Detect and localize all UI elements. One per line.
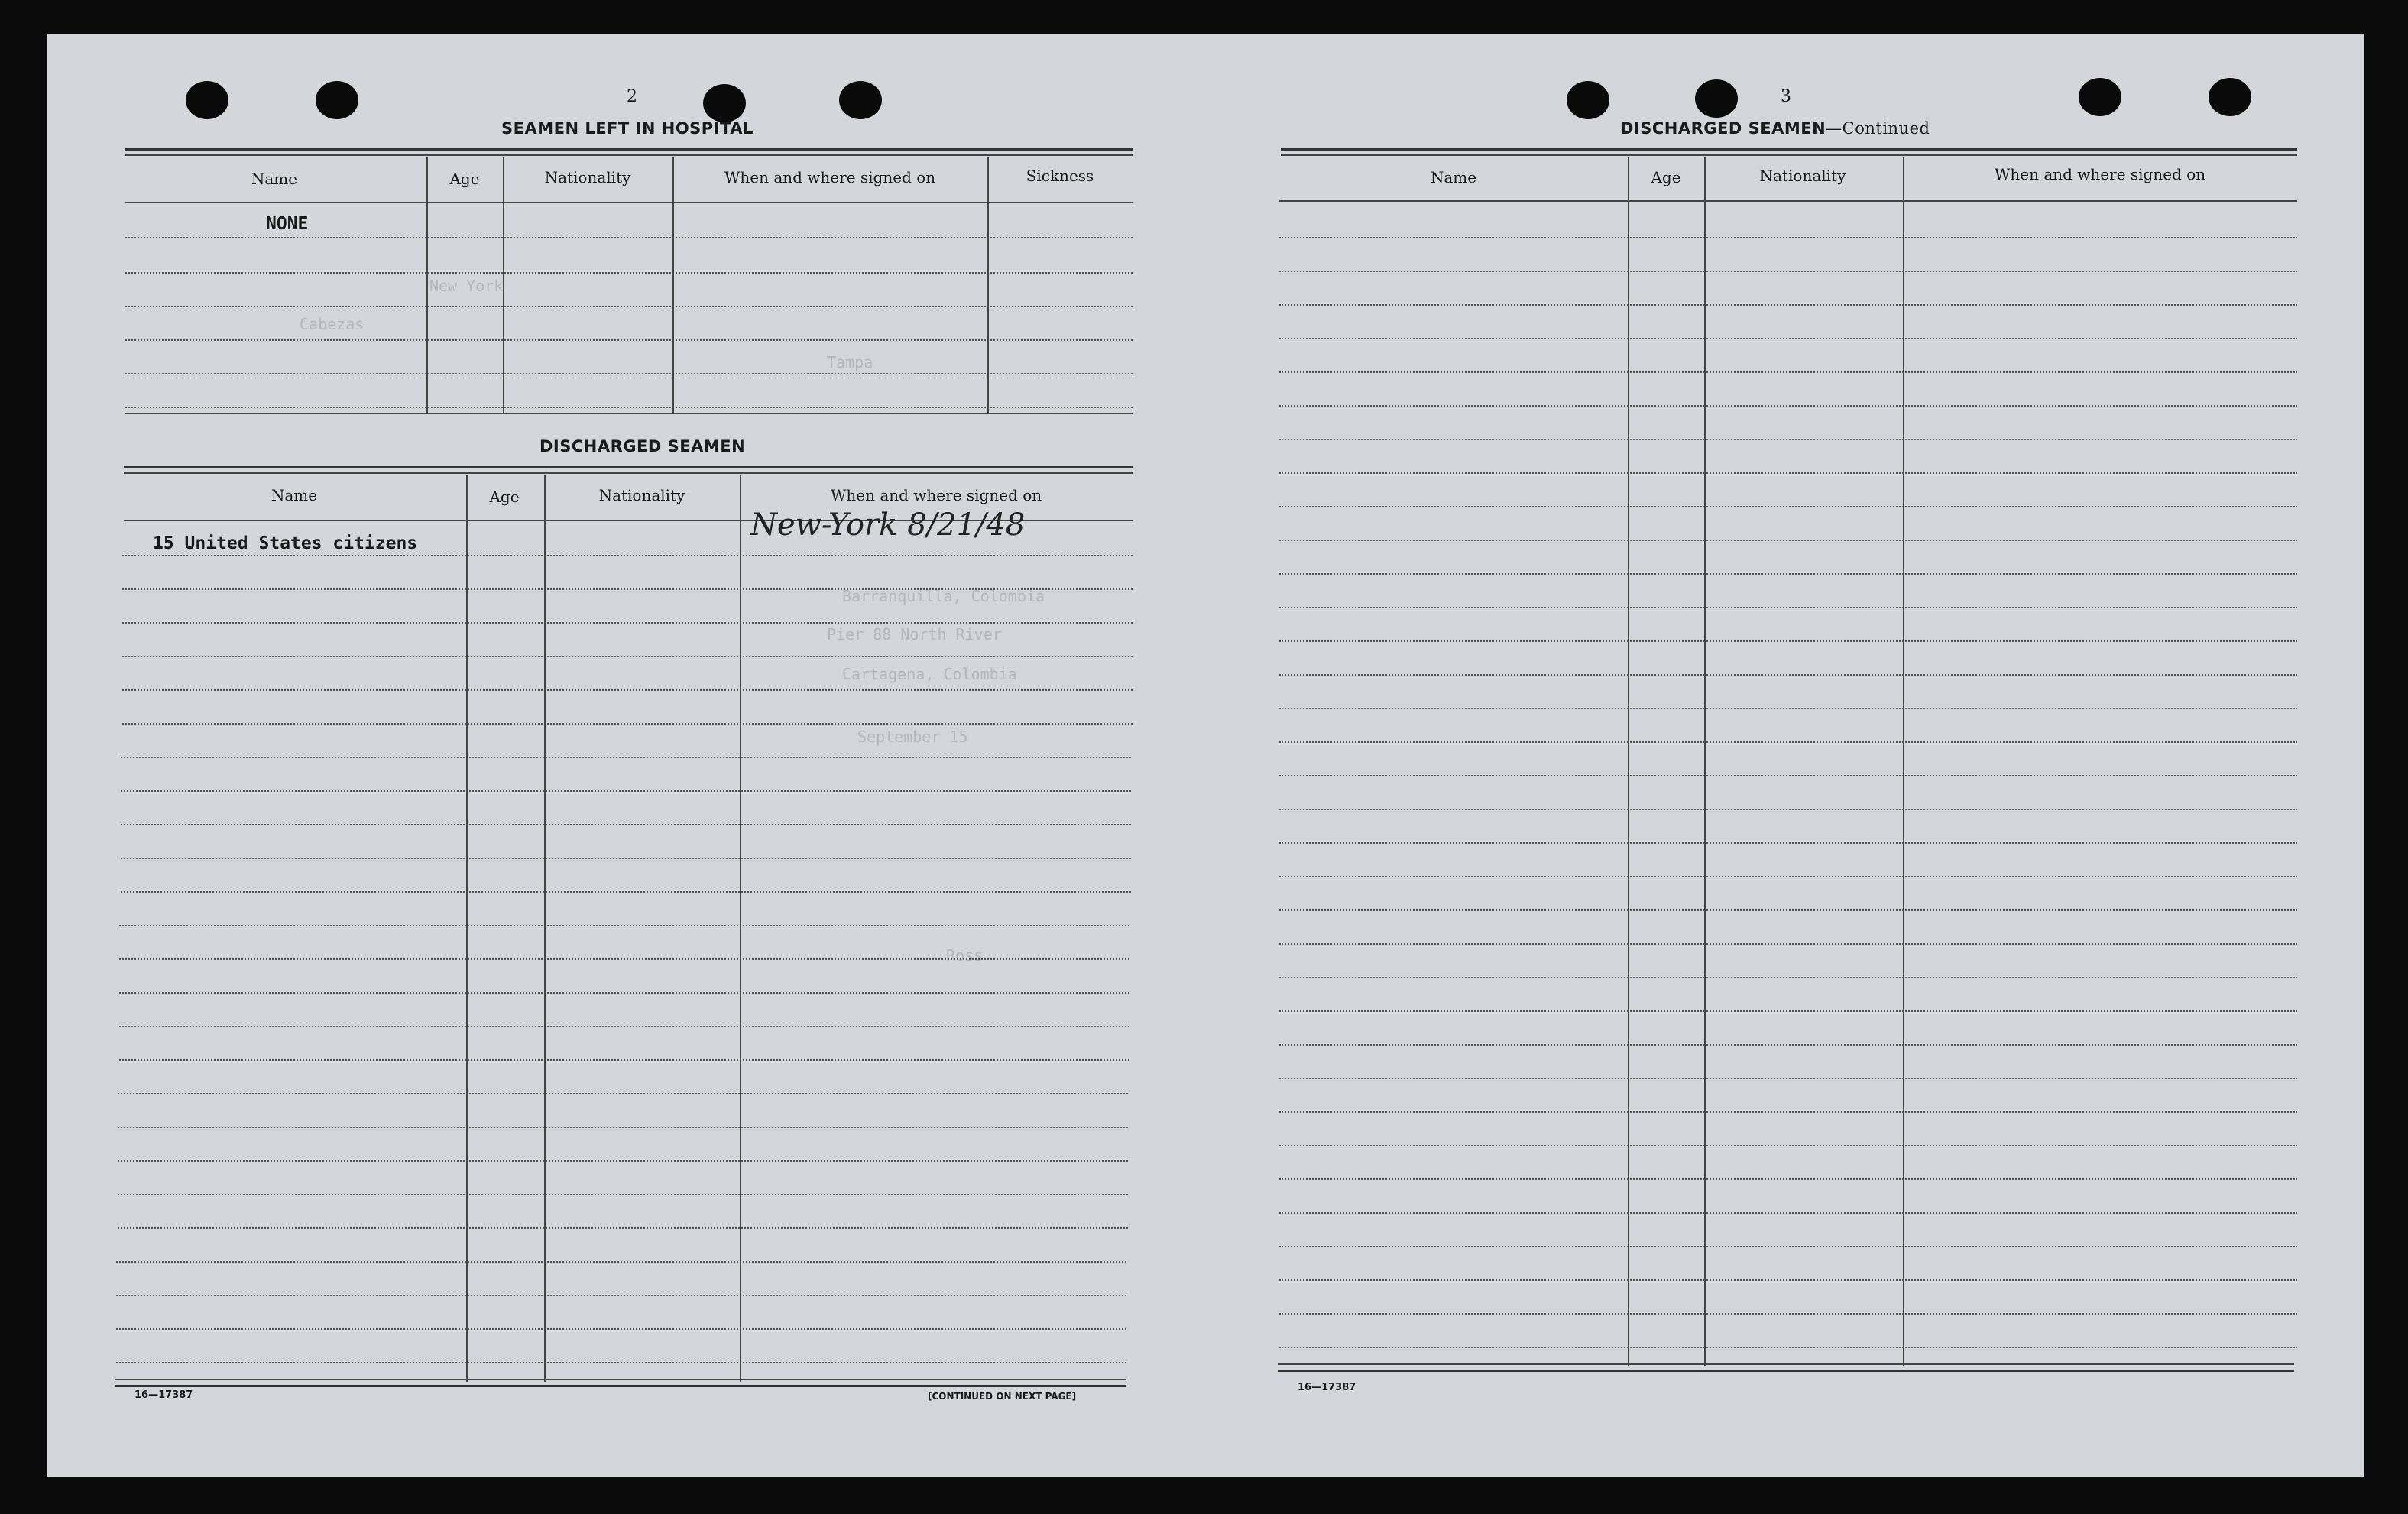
row-rule (1279, 1111, 2297, 1113)
row-rule (1279, 741, 2297, 743)
punch-hole (839, 81, 882, 119)
rule (125, 413, 1133, 414)
column-header-signed-on: When and where signed on (1994, 165, 2206, 183)
row-rule (1279, 943, 2297, 945)
row-rule (1279, 809, 2297, 810)
rule (1278, 1363, 2294, 1365)
row-rule (1279, 1246, 2297, 1247)
bleed-through-text: Tampa (827, 353, 873, 371)
row-rule (122, 723, 1133, 725)
row-rule (122, 689, 1133, 691)
form-number: 16—17387 (134, 1389, 193, 1401)
row-rule (1279, 607, 2297, 608)
row-rule (1279, 842, 2297, 844)
row-rule (1279, 540, 2297, 541)
column-divider (672, 157, 674, 413)
column-divider (987, 157, 989, 413)
column-divider (503, 157, 504, 413)
discharged-entry-name: 15 United States citizens (153, 533, 418, 553)
hospital-section-title: SEAMEN LEFT IN HOSPITAL (501, 119, 754, 138)
row-rule (1279, 876, 2297, 877)
punch-hole (2079, 78, 2121, 116)
row-rule (1279, 472, 2297, 474)
row-rule (122, 555, 1133, 556)
column-header-name: Name (251, 170, 298, 188)
row-rule (122, 656, 1133, 657)
punch-hole (1567, 81, 1609, 119)
column-divider (426, 157, 428, 413)
title-main: DISCHARGED SEAMEN (1620, 119, 1826, 138)
row-rule (1279, 338, 2297, 339)
rule (125, 154, 1133, 156)
column-divider (1628, 157, 1629, 1366)
row-rule (1279, 775, 2297, 776)
bleed-through-text: Cabezas (300, 315, 365, 333)
bleed-through-text: Barranquilla, Colombia (842, 587, 1045, 605)
row-rule (1279, 977, 2297, 978)
row-rule (1279, 371, 2297, 373)
punch-hole (316, 81, 358, 119)
row-rule (121, 891, 1131, 893)
discharged-section-title: DISCHARGED SEAMEN (540, 437, 746, 455)
row-rule (116, 1295, 1126, 1296)
row-rule (1279, 1212, 2297, 1214)
row-rule (1279, 708, 2297, 709)
row-rule (1279, 1010, 2297, 1012)
row-rule (1279, 1078, 2297, 1079)
column-header-nationality: Nationality (544, 168, 631, 186)
row-rule (125, 237, 1133, 238)
column-header-nationality: Nationality (1759, 167, 1846, 185)
column-divider (740, 475, 741, 1382)
row-rule (1279, 439, 2297, 440)
handwritten-signed-on: New-York 8/21/48 (750, 507, 1026, 543)
row-rule (125, 306, 1133, 307)
row-rule (118, 1194, 1128, 1195)
row-rule (118, 1127, 1128, 1128)
row-rule (121, 790, 1131, 792)
page-number: 2 (627, 87, 637, 106)
row-rule (118, 1160, 1128, 1162)
row-rule (119, 1059, 1129, 1061)
rule (115, 1385, 1126, 1387)
row-rule (118, 1227, 1128, 1229)
document-page (47, 34, 2364, 1477)
page-number: 3 (1781, 87, 1791, 106)
rule (1281, 148, 2297, 151)
rule (124, 472, 1133, 474)
row-rule (121, 757, 1131, 758)
row-rule (122, 588, 1133, 590)
row-rule (116, 1362, 1126, 1363)
rule (1279, 200, 2297, 202)
row-rule (1279, 506, 2297, 507)
row-rule (1279, 1279, 2297, 1281)
punch-hole (2209, 78, 2251, 116)
column-header-name: Name (271, 486, 318, 504)
column-divider (544, 475, 546, 1382)
rule (1278, 1370, 2294, 1372)
column-header-nationality: Nationality (598, 486, 685, 504)
column-header-sickness: Sickness (1026, 167, 1094, 185)
row-rule (1279, 573, 2297, 575)
row-rule (1279, 405, 2297, 407)
punch-hole (703, 84, 746, 122)
row-rule (1279, 909, 2297, 911)
row-rule (119, 1026, 1129, 1027)
row-rule (1279, 1145, 2297, 1146)
rule (115, 1379, 1126, 1380)
column-header-age: Age (1651, 168, 1681, 186)
row-rule (1279, 304, 2297, 306)
row-rule (1279, 271, 2297, 272)
punch-hole (186, 81, 228, 119)
discharged-continued-title (1620, 119, 1930, 138)
row-rule (122, 622, 1133, 624)
column-divider (1903, 157, 1904, 1366)
hospital-entry-none: NONE (266, 214, 309, 234)
row-rule (1279, 640, 2297, 642)
column-header-age: Age (449, 170, 480, 188)
row-rule (1279, 674, 2297, 676)
row-rule (125, 407, 1133, 408)
column-header-name: Name (1430, 168, 1477, 186)
row-rule (119, 925, 1129, 926)
row-rule (1279, 1313, 2297, 1315)
row-rule (121, 824, 1131, 825)
bleed-through-text: Cartagena, Colombia (842, 665, 1017, 683)
rule (125, 202, 1133, 203)
column-divider (1704, 157, 1706, 1366)
bleed-through-text: Ross (946, 946, 984, 964)
row-rule (116, 1261, 1126, 1263)
row-rule (119, 992, 1129, 994)
row-rule (125, 272, 1133, 274)
row-rule (121, 858, 1131, 859)
rule (125, 148, 1133, 151)
row-rule (1279, 237, 2297, 238)
row-rule (119, 958, 1129, 960)
row-rule (125, 339, 1133, 341)
column-header-age: Age (489, 488, 520, 506)
row-rule (1279, 1178, 2297, 1180)
row-rule (1279, 1044, 2297, 1046)
row-rule (125, 373, 1133, 374)
row-rule (116, 1328, 1126, 1330)
column-header-signed-on: When and where signed on (830, 486, 1042, 504)
title-suffix: —Continued (1826, 119, 1930, 138)
punch-hole (1695, 79, 1738, 118)
column-divider (466, 475, 468, 1382)
bleed-through-text: Pier 88 North River (827, 625, 1002, 644)
row-rule (118, 1093, 1128, 1094)
form-number: 16—17387 (1298, 1382, 1356, 1393)
column-header-signed-on: When and where signed on (724, 168, 936, 186)
rule (1281, 154, 2297, 156)
bleed-through-text: New York (429, 277, 504, 295)
continued-note: [CONTINUED ON NEXT PAGE] (928, 1391, 1077, 1402)
bleed-through-text: September 15 (857, 728, 968, 746)
row-rule (1279, 1347, 2297, 1348)
rule (124, 466, 1133, 468)
